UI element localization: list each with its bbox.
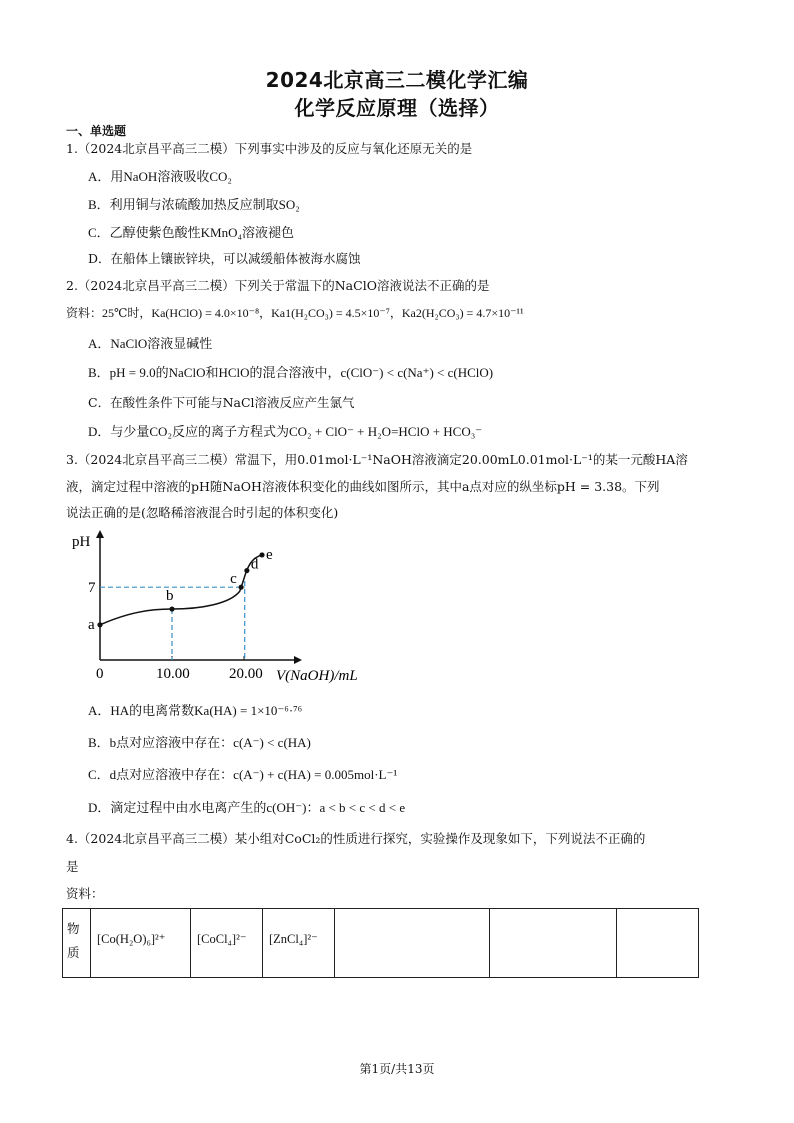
point-a bbox=[97, 622, 102, 627]
q3-option-c: C．d点对应溶液中存在：c(A⁻) + c(HA) = 0.005mol·L⁻¹ bbox=[88, 767, 398, 782]
table-cell: [Co(H₂O)₆]²⁺ bbox=[91, 909, 191, 978]
table-header-cell: 物质 bbox=[63, 909, 91, 978]
point-label-c: c bbox=[230, 571, 237, 588]
q3-stem-line3: 说法正确的是(忽略稀溶液混合时引起的体积变化) bbox=[66, 505, 339, 520]
titration-curve-chart bbox=[66, 528, 386, 688]
q1-stem: 1.（2024北京昌平高三二模）下列事实中涉及的反应与氧化还原无关的是 bbox=[66, 141, 473, 156]
q3-stem-line1: 3.（2024北京昌平高三二模）常温下，用0.01mol·L⁻¹NaOH溶液滴定20.00mL0.01mol·L⁻¹的某一元酸HA溶 bbox=[66, 452, 688, 467]
point-label-e: e bbox=[266, 546, 273, 563]
table-cell bbox=[617, 909, 699, 978]
x-tick-20: 20.00 bbox=[229, 666, 263, 682]
q4-stem-line1: 4.（2024北京昌平高三二模）某小组对CoCl₂的性质进行探究，实验操作及现象如下，下列说法不正确的 bbox=[66, 831, 646, 846]
table-cell: [CoCl₄]²⁻ bbox=[191, 909, 263, 978]
x-tick-10: 10.00 bbox=[156, 666, 190, 682]
point-label-a: a bbox=[88, 616, 95, 633]
x-axis-label: V(NaOH)/mL bbox=[276, 668, 358, 684]
q3-stem-line2: 液，滴定过程中溶液的pH随NaOH溶液体积变化的曲线如图所示，其中a点对应的纵坐标pH = 3.38。下列 bbox=[66, 479, 660, 494]
page-subtitle: 化学反应原理（选择） bbox=[294, 96, 500, 120]
q4-stem-line2: 是 bbox=[66, 859, 79, 874]
q3-option-d: D．滴定过程中由水电离产生的c(OH⁻)：a < b < c < d < e bbox=[88, 800, 406, 815]
titration-curve bbox=[100, 555, 262, 625]
q1-option-c: C．乙醇使紫色酸性KMnO₄溶液褪色 bbox=[88, 225, 295, 240]
q2-option-d: D．与少量CO₂反应的离子方程式为CO₂ + ClO⁻ + H₂O=HClO + HCO₃⁻ bbox=[88, 424, 483, 439]
q2-stem: 2.（2024北京昌平高三二模）下列关于常温下的NaClO溶液说法不正确的是 bbox=[66, 278, 490, 293]
q2-option-c: C．在酸性条件下可能与NaCl溶液反应产生氯气 bbox=[88, 395, 355, 410]
section-heading: 一、单选题 bbox=[66, 124, 127, 138]
page-footer: 第1页/共13页 bbox=[359, 1062, 435, 1076]
point-d bbox=[244, 568, 249, 573]
table-cell: [ZnCl₄]²⁻ bbox=[263, 909, 335, 978]
table-cell bbox=[490, 909, 617, 978]
y-tick-7: 7 bbox=[88, 580, 96, 596]
x-tick-0: 0 bbox=[96, 666, 104, 682]
x-axis-arrow bbox=[294, 656, 302, 664]
q3-option-a: A．HA的电离常数Ka(HA) = 1×10⁻⁶·⁷⁶ bbox=[88, 703, 303, 718]
q4-data-label: 资料： bbox=[66, 886, 104, 901]
point-c bbox=[239, 585, 244, 590]
q1-option-d: D．在船体上镶嵌锌块，可以减缓船体被海水腐蚀 bbox=[88, 251, 361, 266]
point-label-d: d bbox=[250, 556, 259, 573]
page-title: 2024北京高三二模化学汇编 bbox=[265, 68, 529, 92]
q1-option-a: A．用NaOH溶液吸收CO₂ bbox=[88, 169, 232, 184]
q3-option-b: B．b点对应溶液中存在：c(A⁻) < c(HA) bbox=[88, 735, 311, 750]
table-cell bbox=[335, 909, 490, 978]
point-e bbox=[259, 552, 264, 557]
point-b bbox=[169, 606, 174, 611]
point-label-b: b bbox=[166, 588, 174, 605]
table-row bbox=[63, 909, 699, 978]
y-axis-arrow bbox=[96, 530, 104, 538]
q1-option-b: B．利用铜与浓硫酸加热反应制取SO₂ bbox=[88, 197, 300, 212]
q2-option-b: B．pH = 9.0的NaClO和HClO的混合溶液中，c(ClO⁻) < c(Na⁺) < c(HClO) bbox=[88, 365, 494, 380]
q2-option-a: A．NaClO溶液显碱性 bbox=[88, 336, 213, 351]
q2-data: 资料：25℃时，Ka(HClO) = 4.0×10⁻⁸，Ka1(H₂CO₃) = 4.5×10⁻⁷，Ka2(H₂CO₃) = 4.7×10⁻¹¹ bbox=[66, 306, 524, 320]
q4-data-table bbox=[62, 908, 699, 978]
y-axis-label: pH bbox=[72, 534, 91, 550]
